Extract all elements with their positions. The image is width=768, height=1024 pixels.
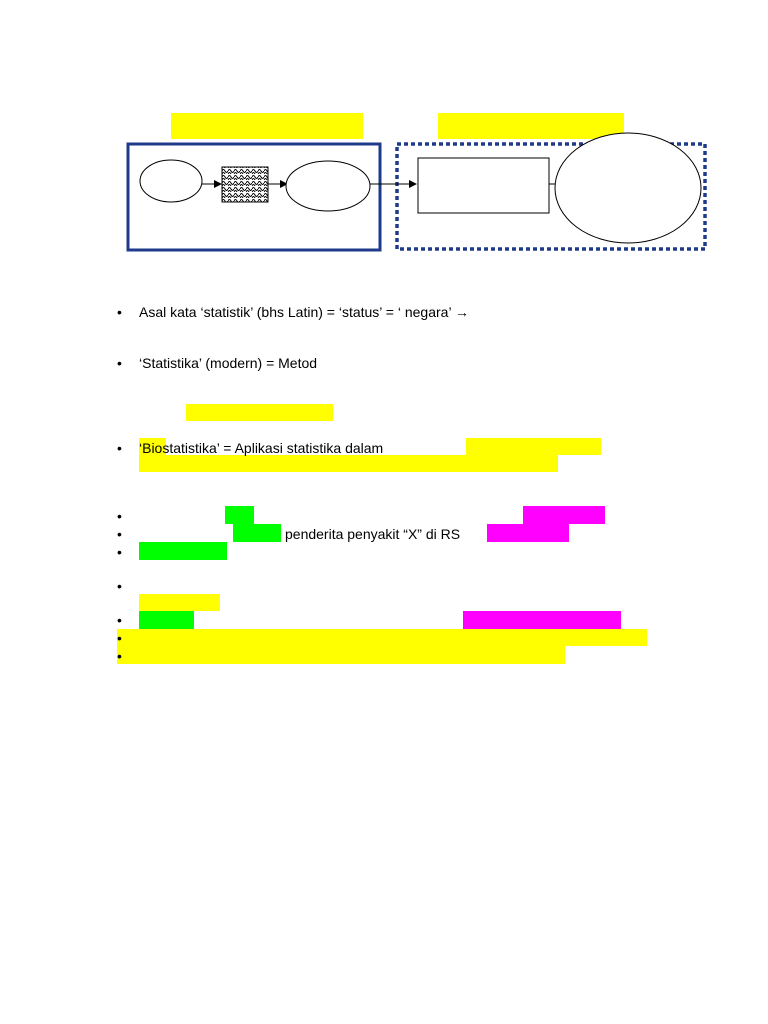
highlight-block bbox=[225, 506, 254, 524]
bullet-marker: • bbox=[117, 355, 122, 371]
bullet-marker: • bbox=[117, 508, 122, 524]
bullet-text-etymology bbox=[139, 304, 469, 320]
highlight-block bbox=[117, 629, 647, 646]
process-box bbox=[418, 158, 549, 213]
highlight-block bbox=[466, 438, 601, 455]
bullet-marker: • bbox=[117, 440, 122, 456]
bullet-marker: • bbox=[117, 526, 122, 542]
bullet-marker: • bbox=[117, 544, 122, 560]
highlight-block bbox=[139, 594, 220, 611]
bullet-marker: • bbox=[117, 612, 122, 628]
bullet-text-statistika: ‘Statistika’ (modern) = Metod bbox=[139, 355, 318, 371]
middle-oval bbox=[286, 161, 370, 211]
etymology-text: Asal kata ‘statistik’ (bhs Latin) = ‘status’ = ‘ negara’ bbox=[139, 304, 452, 320]
bullet-marker: • bbox=[117, 630, 122, 646]
bullet-marker: • bbox=[117, 648, 122, 664]
highlight-block bbox=[139, 611, 194, 629]
highlight-block bbox=[139, 542, 227, 560]
start-oval bbox=[140, 160, 202, 202]
highlight-block bbox=[487, 524, 569, 542]
bullet-text-biostatistika: ‘Biostatistika’ = Aplikasi statistika dalam bbox=[139, 440, 384, 456]
highlight-block bbox=[523, 506, 605, 524]
bullet-marker: • bbox=[117, 304, 122, 320]
highlight-block bbox=[139, 455, 558, 472]
highlight-block bbox=[233, 524, 281, 542]
highlight-block bbox=[463, 611, 621, 629]
bullet-marker: • bbox=[117, 578, 122, 594]
flow-diagram bbox=[0, 0, 768, 300]
hatched-box-icon bbox=[222, 167, 268, 202]
result-circle bbox=[555, 133, 701, 243]
highlight-block bbox=[117, 646, 565, 664]
arrow-right-icon: → bbox=[454, 304, 469, 320]
highlight-block bbox=[186, 404, 333, 421]
bullet-text-patients: penderita penyakit “X” di RS bbox=[285, 526, 461, 542]
